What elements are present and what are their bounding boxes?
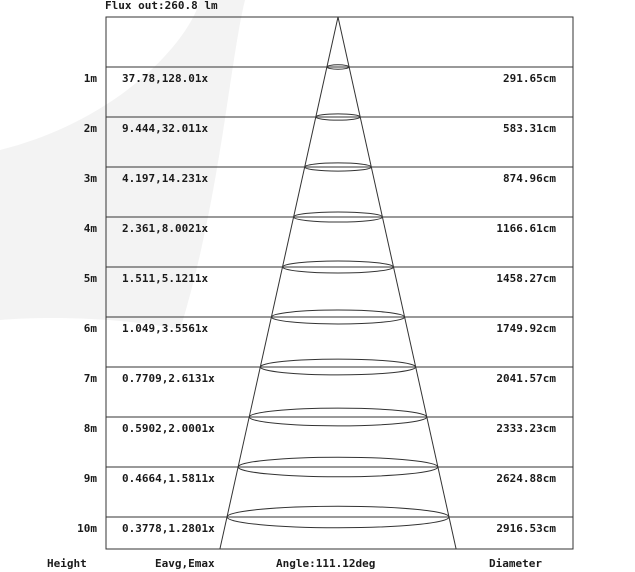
row-eavg-emax-value: 4.197,14.231x xyxy=(122,172,209,185)
row-diameter-value: 1458.27cm xyxy=(496,272,556,285)
row-diameter-value: 1749.92cm xyxy=(496,322,556,335)
row-diameter-value: 2041.57cm xyxy=(496,372,556,385)
row-height-label: 8m xyxy=(83,422,97,435)
row-eavg-emax-value: 2.361,8.0021x xyxy=(122,222,209,235)
row-eavg-emax-value: 1.511,5.1211x xyxy=(122,272,209,285)
footer-height-label: Height xyxy=(47,557,87,570)
row-eavg-emax-value: 1.049,3.5561x xyxy=(122,322,209,335)
footer-eavg-emax-label: Eavg,Emax xyxy=(155,557,215,570)
row-diameter-value: 1166.61cm xyxy=(496,222,556,235)
row-eavg-emax-value: 9.444,32.011x xyxy=(122,122,209,135)
row-eavg-emax-value: 0.3778,1.2801x xyxy=(122,522,215,535)
footer-angle-label: Angle:111.12deg xyxy=(276,557,376,570)
cone-left-edge xyxy=(220,17,338,549)
row-height-label: 1m xyxy=(83,72,97,85)
row-eavg-emax-value: 0.5902,2.0001x xyxy=(122,422,215,435)
row-labels xyxy=(77,72,556,535)
cone-right-edge xyxy=(338,17,456,549)
row-height-label: 9m xyxy=(83,472,97,485)
beam-ellipses xyxy=(227,65,449,528)
row-eavg-emax-value: 37.78,128.01x xyxy=(122,72,209,85)
row-eavg-emax-value: 0.4664,1.5811x xyxy=(122,472,215,485)
row-diameter-value: 2916.53cm xyxy=(496,522,556,535)
row-diameter-value: 2333.23cm xyxy=(496,422,556,435)
row-diameter-value: 874.96cm xyxy=(503,172,556,185)
footer-diameter-label: Diameter xyxy=(489,557,542,570)
row-height-label: 7m xyxy=(83,372,97,385)
row-height-label: 3m xyxy=(83,172,97,185)
row-height-label: 4m xyxy=(83,222,97,235)
row-height-label: 10m xyxy=(77,522,97,535)
row-eavg-emax-value: 0.7709,2.6131x xyxy=(122,372,215,385)
row-diameter-value: 291.65cm xyxy=(503,72,556,85)
row-height-label: 6m xyxy=(83,322,97,335)
row-diameter-value: 583.31cm xyxy=(503,122,556,135)
row-height-label: 5m xyxy=(83,272,97,285)
row-diameter-value: 2624.88cm xyxy=(496,472,556,485)
flux-out-label: Flux out:260.8 lm xyxy=(105,0,218,12)
row-height-label: 2m xyxy=(83,122,97,135)
